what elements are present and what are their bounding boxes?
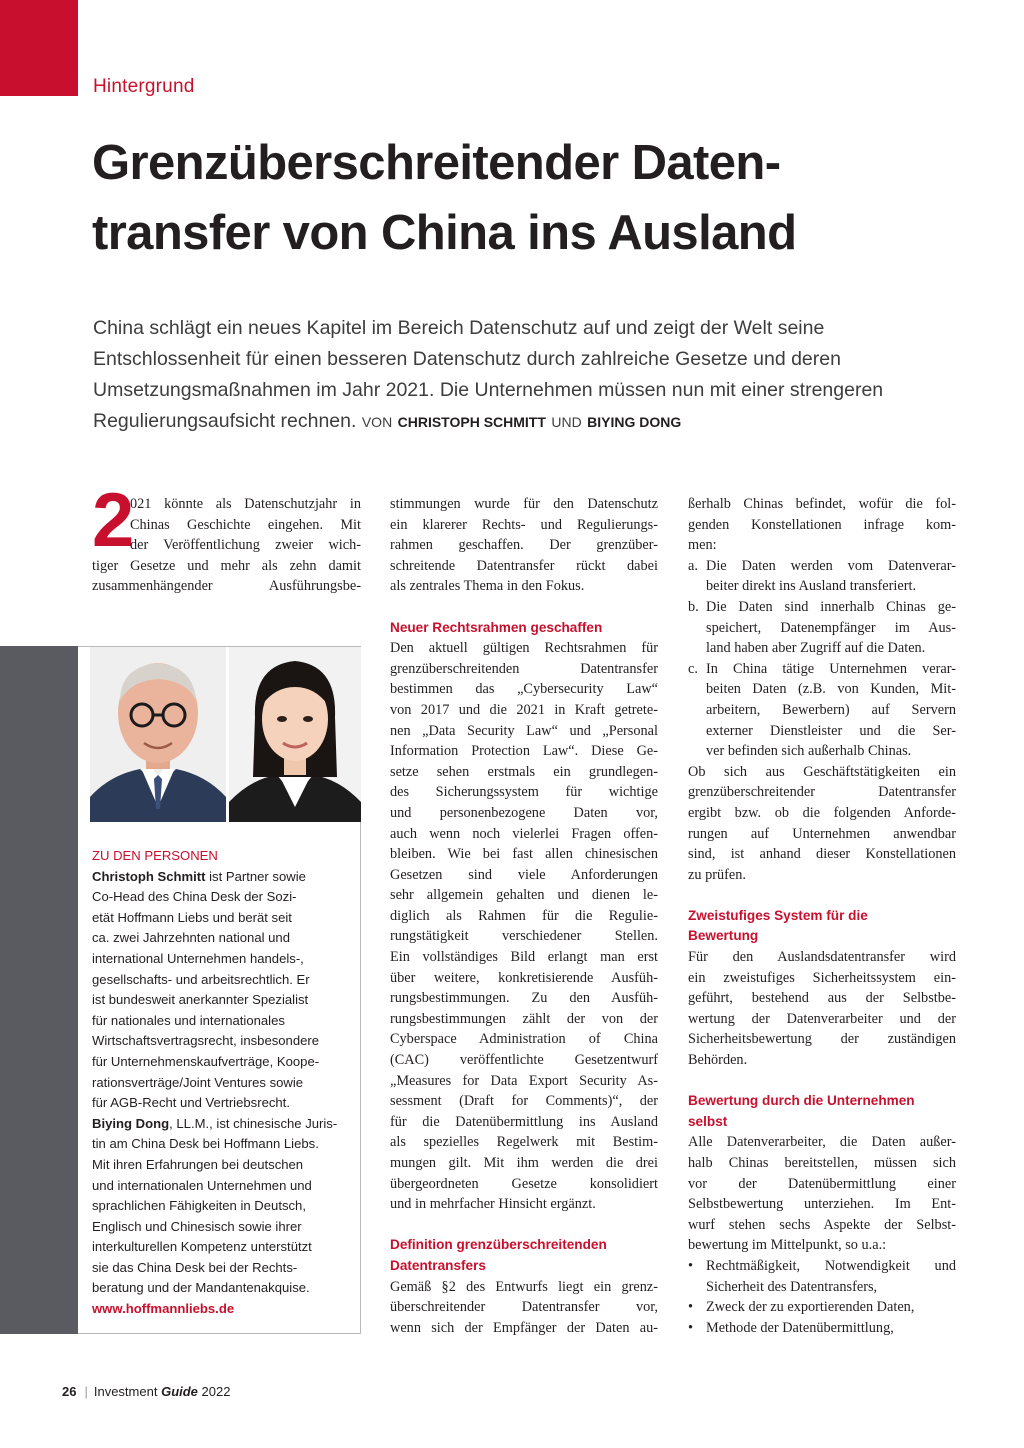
body-line: Ein vollständiges Bild erlangt man erst [390,949,658,966]
body-column-2 [390,494,658,1338]
body-line: Den aktuell gültigen Rechtsrahmen für [390,640,658,657]
body-line: Cyberspace Administration of China [390,1031,658,1048]
subheading-neuer-rechtsrahmen: Neuer Rechtsrahmen geschaffen [390,619,603,635]
body-line: der Veröffentlichung zweier wich- [130,537,361,554]
subheading-bewertung: selbst [688,1113,728,1129]
bio-line: etät Hoffmann Liebs und berät seit [92,909,292,925]
subheading-bewertung: Bewertung durch die Unternehmen [688,1093,915,1109]
body-line: 021 könnte als Datenschutzjahr in [130,496,361,512]
bio-line: Wirtschaftsvertragsrecht, insbesondere [92,1033,320,1049]
bio-line: Co-Head des China Desk der Sozi- [92,889,297,905]
subheading-zweistufiges-system: Bewertung [688,928,759,944]
list-marker: a. [688,557,698,574]
article-headline [92,128,992,268]
body-line: Gemäß §2 des Entwurfs liegt ein grenz- [390,1278,658,1295]
body-line: genden Konstellationen infrage kom- [688,516,956,533]
body-line: rungen auf Unternehmen anwendbar [688,825,956,842]
body-line: (CAC) veröffentlichte Gesetzentwurf [390,1052,658,1069]
body-line: schreitende Datentransfer rückt dabei [390,557,658,574]
body-line: sessment (Draft for Comments)“, der [390,1093,658,1110]
lead-line: Entschlossenheit für einen besseren Datenschutz durch zahlreiche Gesetze und deren [93,348,841,370]
paragraph-gap [688,1071,956,1092]
body-line: sehr allgemein gehalten und dienen le- [390,887,658,904]
portrait-woman-image [229,647,361,822]
bio-line: interkulturellen Kompetenz unterstützt [92,1239,312,1255]
bio-line: tin am China Desk bei Hoffmann Liebs. [92,1136,319,1152]
body-line: Behörden. [688,1052,748,1069]
website-link[interactable]: www.hoffmannliebs.de [92,1301,235,1317]
list-item-c-cont: beiten Daten (z.B. von Kunden, Mit- [706,681,956,698]
lead-line: Umsetzungsmaßnahmen im Jahr 2021. Die Unternehmen müssen nun mit einer strengeren [93,379,884,401]
bio-line: international Unternehmen handels-, [92,950,304,966]
body-line: Sicherheitsbewertung der zuständigen [688,1031,956,1048]
bio-line [92,1114,354,1135]
body-line: überschreitender Datentransfer vor, [390,1299,658,1316]
body-line: bleiben. Wie bei fast allen chinesischen [390,846,658,863]
bio-line: sprachlichen Fähigkeiten in Deutsch, [92,1198,306,1214]
body-line: als zentrales Thema in den Fokus. [390,578,585,595]
list-item-c [688,659,956,680]
body-line: ergibt bzw. ob die folgenden Anforde- [688,804,956,821]
bullet-icon: • [688,1257,694,1274]
bio-text: , LL.M., ist chinesische Juris- [169,1115,338,1131]
list-item-b-cont: land haben aber Zugriff auf die Daten. [706,640,926,657]
body-line: ßerhalb Chinas befindet, wofür die fol- [688,496,956,512]
body-line: ein klarerer Rechts- und Regulierungs- [390,516,658,533]
list-item-b-cont: speichert, Datenempfänger im Aus- [706,619,956,636]
body-line: und in mehrfacher Hinsicht ergänzt. [390,1196,596,1213]
section-kicker: Hintergrund [93,76,195,97]
body-line: rungsbestimmungen zählt der von der [390,1010,658,1027]
page-number: 26 [62,1384,77,1399]
body-line: wenn sich der Empfänger der Daten au- [390,1319,658,1336]
body-line: setze sehen erstmals ein grundlegen- [390,763,658,780]
bullet-item-cont: Sicherheit des Datentransfers, [706,1278,878,1295]
bio-line: ca. zwei Jahrzehnten national und [92,930,290,946]
publication-year: 2022 [201,1384,231,1399]
headline-line: Grenzüberschreitender Daten- [92,136,781,190]
author-bio [92,846,354,1320]
bio-line [92,867,354,888]
list-marker: c. [688,660,698,677]
list-item-b [688,597,956,618]
bio-line: und internationalen Unternehmen und [92,1177,312,1193]
body-line: Ob sich aus Geschäftstätigkeiten ein [688,763,956,780]
body-line: Gesetzen sind viele Anforderungen [390,866,658,883]
body-line: als spezielles Regelwerk mit Bestim- [390,1134,658,1151]
body-line: geführt, bestehend aus der Selbstbe- [688,990,956,1007]
list-item-a [688,556,956,577]
bio-line: sie das China Desk bei der Rechts- [92,1259,298,1275]
body-line: von 2017 und die 2021 in Kraft getrete- [390,701,658,718]
bio-line: gesellschafts- und arbeitsrechtlich. Er [92,971,310,987]
body-line: mungen gilt. Mit ihm werden die drei [390,1155,658,1171]
body-column-3 [688,494,956,1338]
list-item-c-cont: arbeitern, Bewerbern) auf Servern [706,701,956,718]
bio-line: für AGB-Recht und Vertriebsrecht. [92,1095,290,1111]
bullet-icon: • [688,1319,694,1336]
subheading-definition: Definition grenzüberschreitenden [390,1237,607,1253]
bullet-item [688,1318,956,1339]
sidebar-color-bar [0,646,78,1334]
body-line: auch wenn noch vielerlei Fragen offen- [390,825,658,842]
subheading-definition: Datentransfers [390,1257,486,1273]
body-line: diglich als Rahmen für die Regulie- [390,907,658,924]
lead-byline-line [93,406,973,438]
body-column-1 [92,494,361,597]
photo-biying-dong [229,647,361,822]
section-color-tab [0,0,78,96]
article-lead [93,313,973,438]
bio-name-1: Christoph Schmitt [92,868,206,884]
list-text: Die Daten werden vom Datenverar- [706,557,956,574]
body-line: ein zweistufiges Sicherheitssystem ein- [688,969,956,986]
byline-von: VON [361,414,393,430]
bio-name-2: Biying Dong [92,1115,170,1131]
body-line: „Measures for Data Export Security As- [390,1072,658,1089]
body-line: zu prüfen. [688,866,746,883]
list-marker: b. [688,598,699,615]
body-line: rungstätigkeit verschiedener Stellen. [390,928,658,945]
lead-line-end: Regulierungsaufsicht rechnen. [93,410,357,432]
body-line: Chinas Geschichte eingehen. Mit [130,516,361,533]
bio-heading: ZU DEN PERSONEN [92,848,218,863]
publication-name: Investment [93,1384,158,1399]
body-line: tiger Gesetze und mehr als zehn damit [92,557,361,574]
bio-line: beratung und der Mandantenakquise. [92,1280,310,1296]
body-line: zusammenhängender Ausführungsbe- [92,578,361,595]
paragraph-gap [390,1215,658,1236]
paragraph-gap [390,597,658,618]
bullet-text: Zweck der zu exportierenden Daten, [706,1299,915,1316]
body-line: vor der Datenübermittlung einer [688,1175,956,1192]
list-text: Die Daten sind innerhalb Chinas ge- [706,598,956,615]
body-line: Alle Datenverarbeiter, die Daten außer- [688,1134,956,1151]
list-text: In China tätige Unternehmen verar- [706,660,956,677]
body-line: wertung der Datenverarbeiter und der [688,1010,956,1027]
body-line: Information Protection Law“. Diese Ge- [390,743,658,760]
list-item-c-cont: externer Dienstleister und die Ser- [706,722,956,739]
bullet-text: Methode der Datenübermittlung, [706,1319,894,1336]
list-item-a-cont: beiter direkt ins Ausland transferiert. [706,578,917,595]
body-line: grenzüberschreitenden Datentransfer [390,660,658,677]
paragraph-gap [688,885,956,906]
byline-und: UND [551,414,582,430]
publication-name-emphasis: Guide [161,1384,198,1399]
bio-line: Englisch und Chinesisch sowie ihrer [92,1218,302,1234]
bio-line: ist bundesweit anerkannter Spezialist [92,992,309,1008]
drop-cap: 2 [92,478,135,563]
bio-line: für Unternehmenskaufverträge, Koope- [92,1053,320,1069]
byline-author-1: CHRISTOPH SCHMITT [397,414,546,430]
body-line: nen „Data Security Law“ und „Personal [390,722,658,739]
byline-author-2: BIYING DONG [587,414,682,430]
list-item-c-cont: ver befinden sich außerhalb Chinas. [706,743,912,760]
body-line: sind, ist anhand dieser Konstellationen [688,846,956,863]
lead-line: China schlägt ein neues Kapitel im Bereich Datenschutz auf und zeigt der Welt seine [93,317,825,339]
body-line: rungsbestimmungen. Zu den Ausfüh- [390,990,658,1007]
page-footer [62,1384,230,1399]
headline-line: transfer von China ins Ausland [92,206,797,260]
body-line: men: [688,537,717,554]
portrait-man-image [90,647,226,822]
bio-text: ist Partner sowie [205,868,306,884]
bullet-text: Rechtmäßigkeit, Notwendigkeit und [706,1257,956,1274]
body-line: wurf stehen sechs Aspekte der Selbst- [688,1216,956,1233]
body-line: bewertung im Mittelpunkt, so u.a.: [688,1237,887,1254]
body-line: des Sicherungssystem für wichtige [390,784,658,801]
body-line: für die Datenübermittlung ins Ausland [390,1113,658,1130]
body-line: bestimmen das „Cybersecurity Law“ [390,681,658,698]
bullet-item [688,1256,956,1277]
bullet-item [688,1297,956,1318]
body-line: und personenbezogene Daten vor, [390,804,658,821]
photo-christoph-schmitt [90,647,226,822]
bio-line: rationsverträge/Joint Ventures sowie [92,1074,304,1090]
body-line: stimmungen wurde für den Datenschutz [390,496,658,512]
subheading-zweistufiges-system: Zweistufiges System für die [688,907,868,923]
body-line: Selbstbewertung unterziehen. Im Ent- [688,1196,956,1213]
bio-line: Mit ihren Erfahrungen bei deutschen [92,1156,304,1172]
body-line: rahmen geschaffen. Der grenzüber- [390,537,658,554]
bullet-icon: • [688,1299,694,1316]
bio-line: für nationales und internationales [92,1012,285,1028]
body-line: Für den Auslandsdatentransfer wird [688,949,956,966]
body-line: halb Chinas bereitstellen, müssen sich [688,1155,956,1171]
body-line: über weitere, konkretisierende Ausfüh- [390,969,658,986]
body-line: übergeordneten Gesetze konsolidiert [390,1175,658,1192]
footer-separator: | [84,1384,88,1399]
body-line: grenzüberschreitender Datentransfer [688,784,956,801]
